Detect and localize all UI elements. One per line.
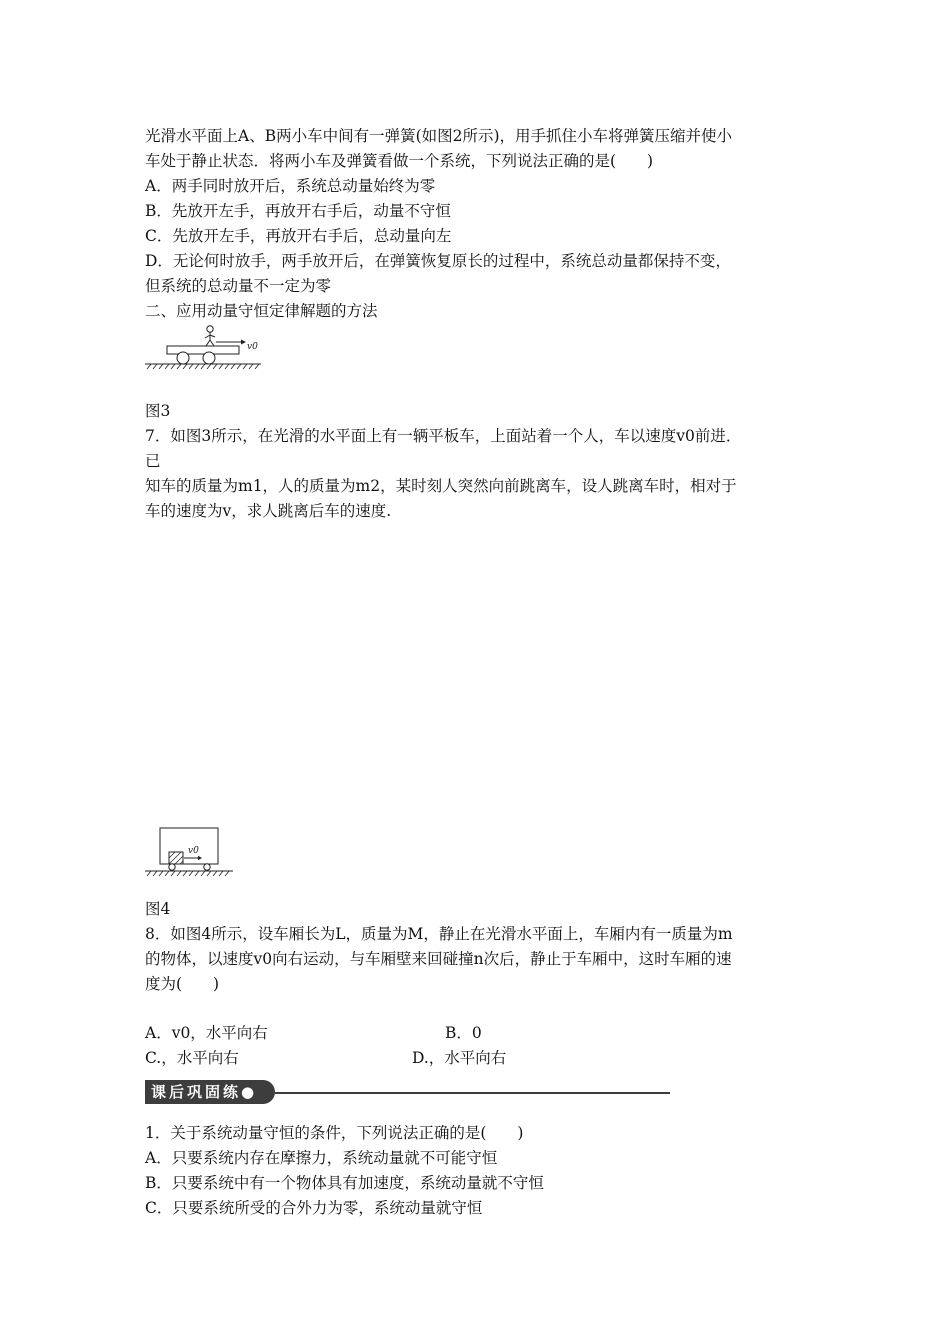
fig3-velocity-label: v0	[247, 342, 258, 352]
q6-option-d-line1: D．无论何时放手，两手放开后，在弹簧恢复原长的过程中，系统总动量都保持不变，	[145, 252, 731, 270]
q6-option-d-line2: 但系统的总动量不一定为零	[145, 277, 332, 295]
q8-option-b: B．0	[445, 1024, 482, 1042]
hw-q1-option-a: A．只要系统内存在摩擦力，系统动量就不可能守恒	[145, 1149, 498, 1167]
q7-line1: 7．如图3所示，在光滑的水平面上有一辆平板车，上面站着一个人，车以速度v0前进．	[145, 427, 742, 445]
figure-4-carriage	[143, 825, 235, 879]
q8-line2: 的物体，以速度v0向右运动，与车厢壁来回碰撞n次后，静止于车厢中，这时车厢的速	[145, 950, 732, 968]
q6-option-b: B．先放开左手，再放开右手后，动量不守恒	[145, 202, 451, 220]
q6-option-a: A．两手同时放开后，系统总动量始终为零	[145, 177, 436, 195]
q8-line3: 度为( )	[145, 975, 220, 993]
q6-stem-line2: 车处于静止状态．将两小车及弹簧看做一个系统，下列说法正确的是( )	[145, 152, 654, 170]
q6-stem-line1: 光滑水平面上A、B两小车中间有一弹簧(如图2所示)，用手抓住小车将弹簧压缩并使小	[145, 127, 733, 145]
banner-rule	[275, 1092, 670, 1094]
figure-3-cart-person	[143, 322, 263, 378]
hw-q1-option-c: C．只要系统所受的合外力为零，系统动量就守恒	[145, 1199, 483, 1217]
q8-option-c: C.，水平向右	[145, 1049, 239, 1067]
q7-line4: 车的速度为v，求人跳离后车的速度.	[145, 502, 392, 520]
q7-line2: 已	[145, 452, 161, 470]
q7-line3: 知车的质量为m1，人的质量为m2，某时刻人突然向前跳离车，设人跳离车时，相对于	[145, 477, 737, 495]
figure-3-caption: 图3	[145, 402, 171, 420]
figure-4-caption: 图4	[145, 900, 171, 918]
q8-option-d: D.，水平向右	[412, 1049, 507, 1067]
banner-label: 课后巩固练●	[145, 1080, 275, 1104]
fig4-velocity-label: v0	[188, 846, 199, 856]
section-heading: 二、应用动量守恒定律解题的方法	[145, 302, 378, 320]
q6-option-c: C．先放开左手，再放开右手后，总动量向左	[145, 227, 452, 245]
hw-q1-stem: 1．关于系统动量守恒的条件，下列说法正确的是( )	[145, 1124, 524, 1142]
q8-line1: 8．如图4所示，设车厢长为L，质量为M，静止在光滑水平面上，车厢内有一质量为m	[145, 925, 733, 943]
q8-option-a: A．v0，水平向右	[145, 1024, 268, 1042]
hw-q1-option-b: B．只要系统中有一个物体具有加速度，系统动量就不守恒	[145, 1174, 544, 1192]
